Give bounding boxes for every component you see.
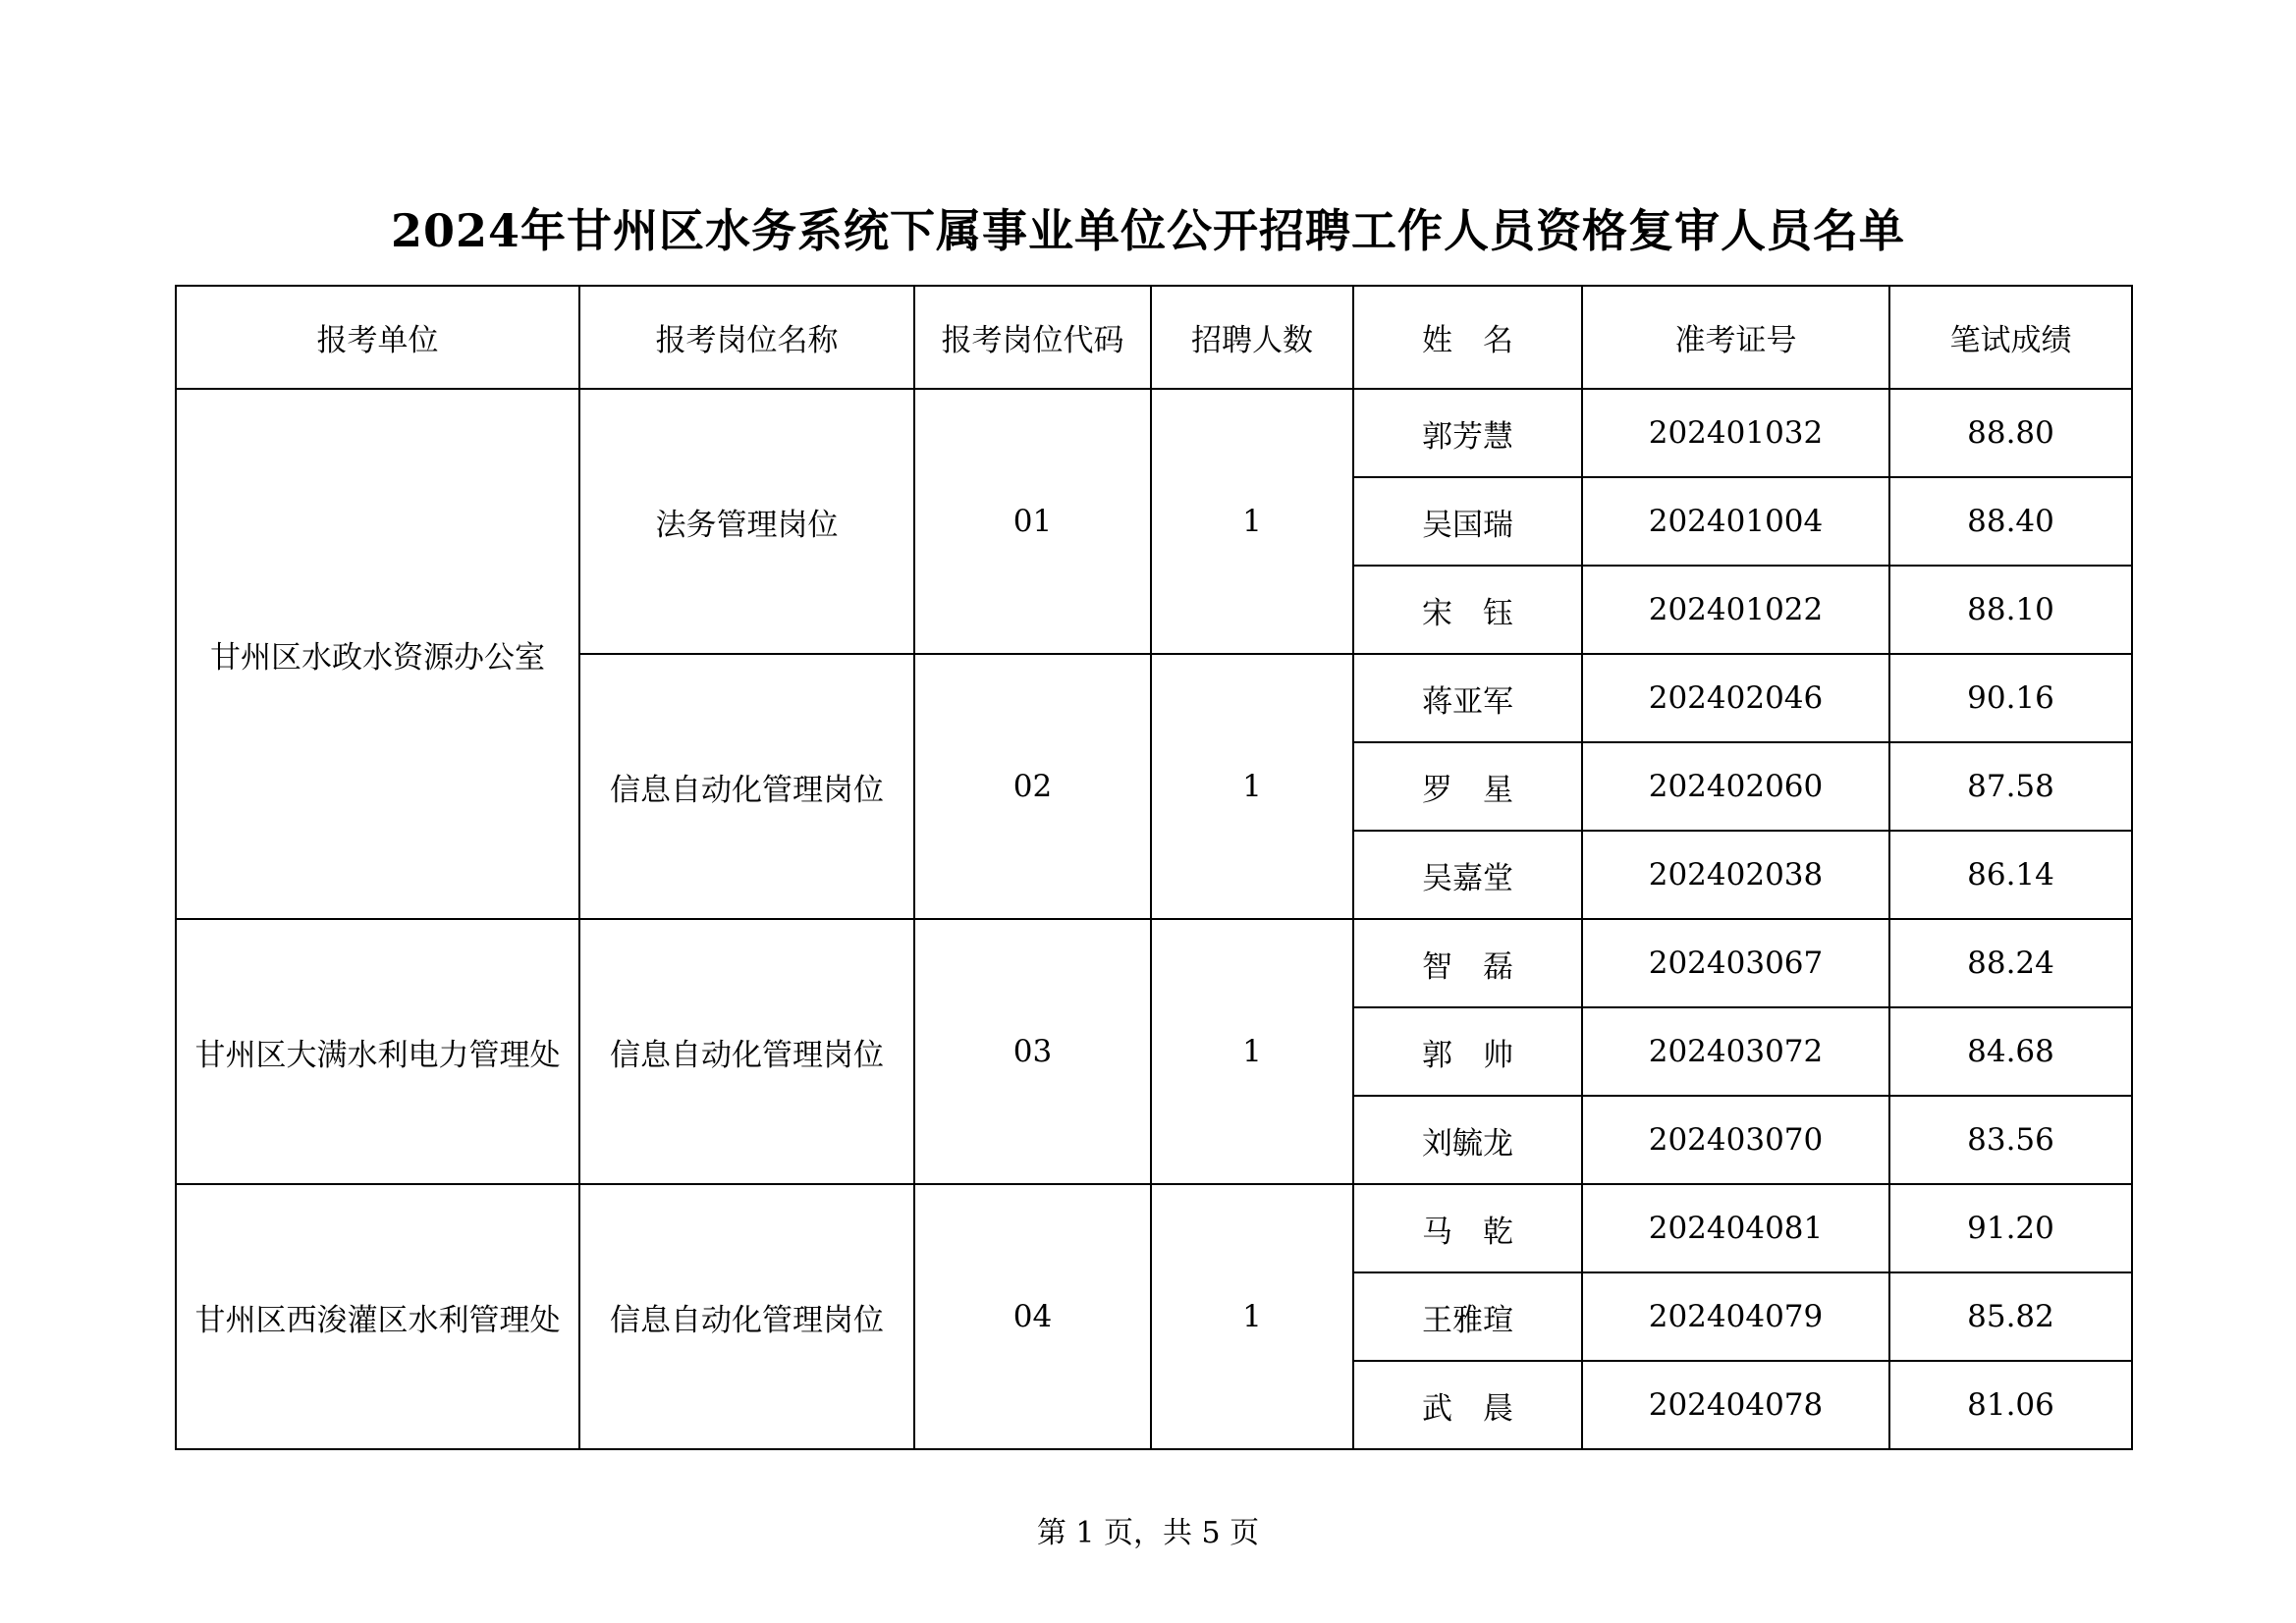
score-cell: 86.14 — [1889, 831, 2132, 919]
score-cell: 90.16 — [1889, 654, 2132, 742]
header-unit: 报考单位 — [176, 286, 579, 389]
header-row — [176, 286, 2132, 389]
score-cell: 85.82 — [1889, 1272, 2132, 1361]
post-code-cell: 02 — [914, 654, 1151, 919]
header-hire-count: 招聘人数 — [1151, 286, 1353, 389]
header-post-name: 报考岗位名称 — [579, 286, 914, 389]
score-cell: 81.06 — [1889, 1361, 2132, 1449]
candidate-name-cell: 马 乾 — [1353, 1184, 1582, 1272]
candidate-name-cell: 郭芳慧 — [1353, 389, 1582, 477]
exam-id-cell: 202404079 — [1582, 1272, 1889, 1361]
table-row — [176, 919, 2132, 1007]
candidate-name-cell: 吴国瑞 — [1353, 477, 1582, 566]
score-cell: 84.68 — [1889, 1007, 2132, 1096]
candidate-name-cell: 刘毓龙 — [1353, 1096, 1582, 1184]
hire-count-cell: 1 — [1151, 654, 1353, 919]
exam-id-cell: 202401022 — [1582, 566, 1889, 654]
hire-count-cell: 1 — [1151, 1184, 1353, 1449]
candidate-name-cell: 王雅瑄 — [1353, 1272, 1582, 1361]
exam-id-cell: 202402060 — [1582, 742, 1889, 831]
candidate-name-cell: 吴嘉堂 — [1353, 831, 1582, 919]
header-post-code: 报考岗位代码 — [914, 286, 1151, 389]
hire-count-cell: 1 — [1151, 919, 1353, 1184]
score-cell: 83.56 — [1889, 1096, 2132, 1184]
candidate-name-cell: 罗 星 — [1353, 742, 1582, 831]
post-name-cell: 信息自动化管理岗位 — [579, 919, 914, 1184]
exam-id-cell: 202403070 — [1582, 1096, 1889, 1184]
exam-id-cell: 202402038 — [1582, 831, 1889, 919]
post-name-cell: 法务管理岗位 — [579, 389, 914, 654]
unit-cell: 甘州区水政水资源办公室 — [176, 389, 579, 919]
post-code-cell: 01 — [914, 389, 1151, 654]
candidate-name-cell: 宋 钰 — [1353, 566, 1582, 654]
table-row — [176, 1184, 2132, 1272]
unit-cell: 甘州区大满水利电力管理处 — [176, 919, 579, 1184]
post-code-cell: 04 — [914, 1184, 1151, 1449]
candidate-name-cell: 蒋亚军 — [1353, 654, 1582, 742]
header-score: 笔试成绩 — [1889, 286, 2132, 389]
exam-id-cell: 202403067 — [1582, 919, 1889, 1007]
score-cell: 91.20 — [1889, 1184, 2132, 1272]
score-cell: 88.80 — [1889, 389, 2132, 477]
post-code-cell: 03 — [914, 919, 1151, 1184]
post-name-cell: 信息自动化管理岗位 — [579, 1184, 914, 1449]
hire-count-cell: 1 — [1151, 389, 1353, 654]
candidate-name-cell: 智 磊 — [1353, 919, 1582, 1007]
post-name-cell: 信息自动化管理岗位 — [579, 654, 914, 919]
score-cell: 88.24 — [1889, 919, 2132, 1007]
exam-id-cell: 202403072 — [1582, 1007, 1889, 1096]
table-row — [176, 389, 2132, 477]
candidate-name-cell: 郭 帅 — [1353, 1007, 1582, 1096]
exam-id-cell: 202402046 — [1582, 654, 1889, 742]
exam-id-cell: 202404078 — [1582, 1361, 1889, 1449]
exam-id-cell: 202404081 — [1582, 1184, 1889, 1272]
candidate-table — [175, 285, 2133, 1450]
unit-cell: 甘州区西浚灌区水利管理处 — [176, 1184, 579, 1449]
page-footer: 第 1 页，共 5 页 — [1036, 1516, 1260, 1550]
exam-id-cell: 202401032 — [1582, 389, 1889, 477]
candidate-name-cell: 武 晨 — [1353, 1361, 1582, 1449]
exam-id-cell: 202401004 — [1582, 477, 1889, 566]
page-title: 2024年甘州区水务系统下属事业单位公开招聘工作人员资格复审人员名单 — [390, 204, 1906, 257]
header-exam-id: 准考证号 — [1582, 286, 1889, 389]
header-name: 姓 名 — [1353, 286, 1582, 389]
score-cell: 87.58 — [1889, 742, 2132, 831]
score-cell: 88.40 — [1889, 477, 2132, 566]
score-cell: 88.10 — [1889, 566, 2132, 654]
